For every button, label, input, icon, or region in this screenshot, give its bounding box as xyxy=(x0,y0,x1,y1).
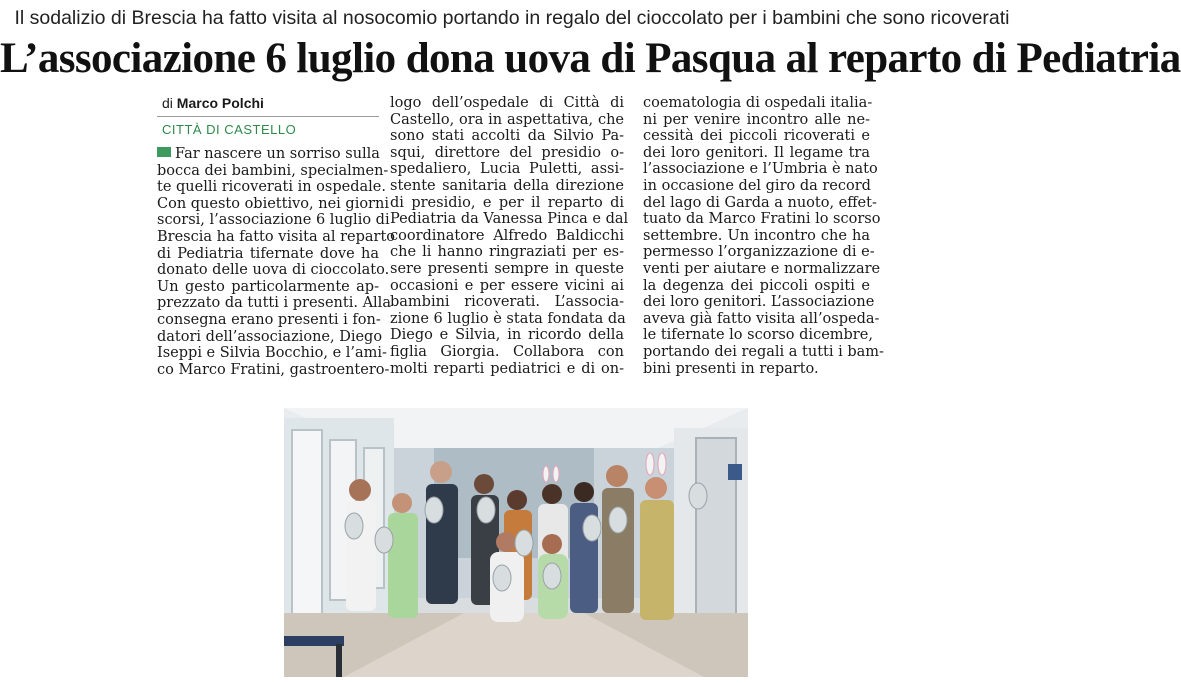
article-headline: L’associazione 6 luglio dona uova di Pasqua al reparto di Pediatria xyxy=(0,35,1181,82)
column-line: la degenza dei piccoli ospiti e xyxy=(643,277,870,294)
author-name: Marco Polchi xyxy=(176,95,264,111)
column-line: coordinatore Alfredo Baldicchi xyxy=(390,227,624,244)
column-line: aveva già fatto visita all’ospeda- xyxy=(643,310,880,327)
column-line: figlia Giorgia. Collabora con xyxy=(390,343,624,360)
article-column-2 xyxy=(390,95,629,377)
column-line: coematologia di ospedali italia- xyxy=(643,95,873,111)
column-line: del lago di Garda a nuoto, effet- xyxy=(643,194,877,211)
column-line: in occasione del giro da record xyxy=(643,177,871,194)
column-line: permesso l’organizzazione di e- xyxy=(643,244,875,261)
column-line: Iseppi e Silvia Bocchio, e l’ami- xyxy=(157,345,387,362)
column-line: Far nascere un sorriso sulla xyxy=(157,146,379,163)
column-line: ni per venire incontro alle ne- xyxy=(643,111,870,128)
column-line: venti per aiutare e normalizzare xyxy=(643,260,881,277)
column-line: dei loro genitori. Il legame tra xyxy=(643,144,870,161)
byline-divider xyxy=(157,116,379,117)
column-line: Brescia ha fatto visita al reparto xyxy=(157,228,396,245)
column-line: cessità dei piccoli ricoverati e xyxy=(643,128,870,145)
column-line: occasioni e per essere vicini ai xyxy=(390,277,624,294)
column-line: datori dell’associazione, Diego xyxy=(157,328,383,345)
column-line: dei loro genitori. L’associazione xyxy=(643,294,875,311)
article-column-3 xyxy=(643,95,884,377)
dateline-location: CITTÀ DI CASTELLO xyxy=(162,122,297,137)
column-line: squi, direttore del presidio o- xyxy=(390,144,624,161)
column-line: tuato da Marco Fratini lo scorso xyxy=(643,211,881,228)
column-line: logo dell’ospedale di Città di xyxy=(390,95,624,111)
column-line: di presidio, e per il reparto di xyxy=(390,194,624,211)
column-line: molti reparti pediatrici e di on- xyxy=(390,360,624,377)
column-line: sere presenti sempre in queste xyxy=(390,260,624,277)
column-line: di Pediatria tifernate dove ha xyxy=(157,245,379,262)
column-line: bambini ricoverati. L’associa- xyxy=(390,294,624,311)
column-line: bini presenti in reparto. xyxy=(643,360,819,377)
column-line: l’associazione e l’Umbria è nato xyxy=(643,161,878,178)
byline-prefix: di xyxy=(162,95,173,111)
column-line: sono stati accolti da Silvio Pa- xyxy=(390,128,624,145)
lead-square-icon xyxy=(157,147,171,157)
column-line: Diego e Silvia, in ricordo della xyxy=(390,327,624,344)
byline xyxy=(162,95,264,111)
column-line: donato delle uova di cioccolato. xyxy=(157,262,390,279)
column-line: che li hanno ringraziati per es- xyxy=(390,244,624,261)
column-line: stente sanitaria della direzione xyxy=(390,177,624,194)
column-line: Pediatria da Vanessa Pinca e dal xyxy=(390,211,629,228)
column-line: bocca dei bambini, specialmen- xyxy=(157,162,389,179)
column-line: te quelli ricoverati in ospedale. xyxy=(157,179,386,196)
article-kicker: Il sodalizio di Brescia ha fatto visita al nosocomio portando in regalo del cioccolato per i bambini che sono ricoverati xyxy=(14,7,1010,29)
group-photo xyxy=(284,408,748,677)
column-line: co Marco Fratini, gastroentero- xyxy=(157,361,390,378)
article-column-1 xyxy=(157,146,396,378)
column-line: portando dei regali a tutti i bam- xyxy=(643,343,884,360)
column-line: Con questo obiettivo, nei giorni xyxy=(157,195,389,212)
group-photo-illustration xyxy=(284,408,748,677)
column-line: Un gesto particolarmente ap- xyxy=(157,278,379,295)
column-line: prezzato da tutti i presenti. Alla xyxy=(157,295,391,312)
column-line: consegna erano presenti i fon- xyxy=(157,311,381,328)
column-line: spedaliero, Lucia Puletti, assi- xyxy=(390,161,624,178)
column-line: scorsi, l’associazione 6 luglio di xyxy=(157,212,390,229)
column-line: zione 6 luglio è stata fondata da xyxy=(390,310,626,327)
column-line: Castello, ora in aspettativa, che xyxy=(390,111,624,128)
column-line: le tifernate lo scorso dicembre, xyxy=(643,327,873,344)
column-line: settembre. Un incontro che ha xyxy=(643,227,870,244)
